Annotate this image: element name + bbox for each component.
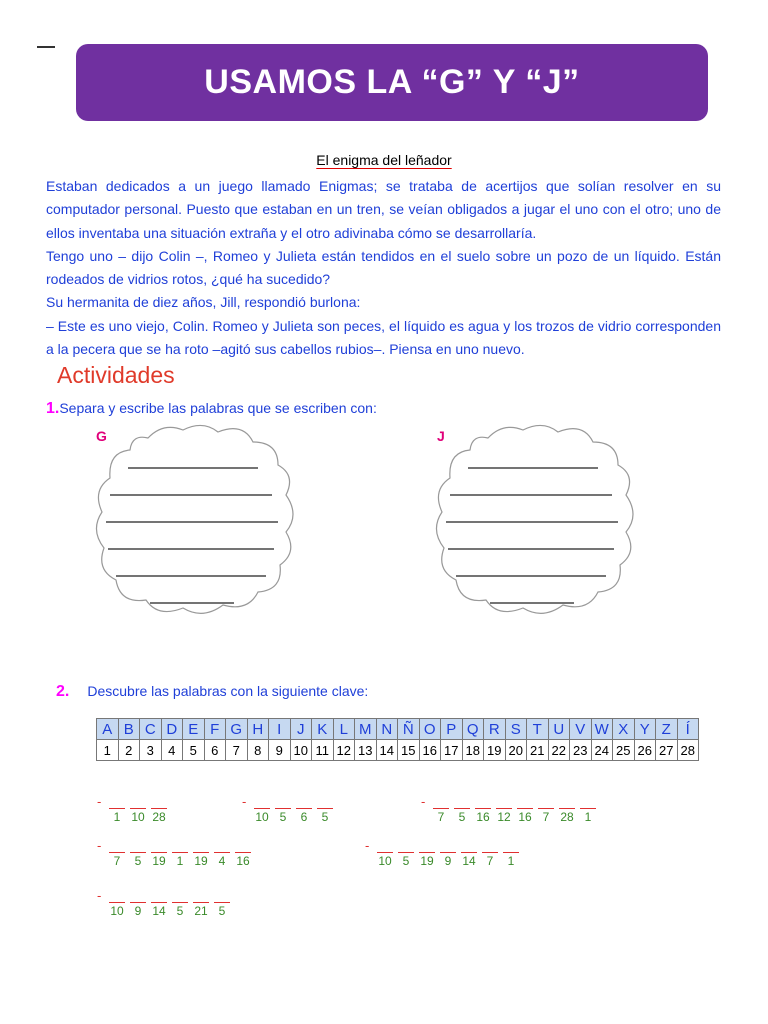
title-banner <box>76 44 708 121</box>
letter-blank[interactable] <box>398 838 414 853</box>
letter-blank[interactable] <box>377 838 393 853</box>
key-number-cell: 11 <box>312 740 334 761</box>
key-letter-cell: F <box>204 719 226 740</box>
activities-heading: Actividades <box>57 362 175 388</box>
corner-dash <box>37 46 55 48</box>
code-number: 9 <box>134 904 142 918</box>
code-number: 14 <box>152 904 166 918</box>
code-number: 12 <box>497 810 511 824</box>
key-number-cell: 27 <box>656 740 678 761</box>
key-number-cell: 28 <box>677 740 699 761</box>
code-number: 5 <box>402 854 410 868</box>
key-number-cell: 2 <box>118 740 140 761</box>
story-paragraph: Tengo uno – dijo Colin –, Romeo y Julieta están tendidos en el suelo sobre un pozo de un líquido. Están rodeados de vidrios rotos, ¿qué ha sucedido? <box>46 247 721 288</box>
cipher-key-table <box>96 718 699 761</box>
letter-blank[interactable] <box>433 794 449 809</box>
key-number-cell: 3 <box>140 740 162 761</box>
letter-blank[interactable] <box>193 838 209 853</box>
code-number: 7 <box>542 810 550 824</box>
writing-cloud-j <box>428 420 638 620</box>
code-number: 5 <box>279 810 287 824</box>
letter-blank[interactable] <box>151 838 167 853</box>
letter-blank[interactable] <box>130 794 146 809</box>
letter-blank[interactable] <box>130 888 146 903</box>
letter-blank[interactable] <box>275 794 291 809</box>
code-numbers <box>254 810 338 824</box>
code-number: 19 <box>194 854 208 868</box>
question-1 <box>46 400 377 418</box>
letter-blank[interactable] <box>482 838 498 853</box>
code-number: 16 <box>518 810 532 824</box>
key-letter-cell: Q <box>462 719 484 740</box>
letter-blank[interactable] <box>193 888 209 903</box>
word-dash: - <box>97 794 102 809</box>
key-letter-cell: E <box>183 719 205 740</box>
code-number: 7 <box>113 854 121 868</box>
code-number: 1 <box>584 810 592 824</box>
code-numbers <box>109 854 256 868</box>
letter-blank[interactable] <box>496 794 512 809</box>
letter-blank[interactable] <box>475 794 491 809</box>
letter-blank[interactable] <box>517 794 533 809</box>
letter-blank[interactable] <box>559 794 575 809</box>
story-paragraph: Estaban dedicados a un juego llamado Enigmas; se trataba de acertijos que solían resolver en su computador personal. Puesto que estaban en un tren, se veían obligados a jugar el uno con el otro; uno de ellos inventaba una situación extraña y el otro adivinaba cómo se desarrollaría. <box>46 178 721 241</box>
code-number: 1 <box>176 854 184 868</box>
letter-blank[interactable] <box>109 794 125 809</box>
letter-blank[interactable] <box>317 794 333 809</box>
key-letter-cell: W <box>591 719 613 740</box>
letter-blanks <box>377 838 524 853</box>
code-number: 10 <box>110 904 124 918</box>
code-numbers <box>109 810 172 824</box>
code-number: 10 <box>378 854 392 868</box>
question-1-text: Separa y escribe las palabras que se escriben con: <box>59 400 377 416</box>
letter-blanks <box>254 794 338 809</box>
letter-j-label: J <box>437 428 445 444</box>
letter-blank[interactable] <box>296 794 312 809</box>
letter-blank[interactable] <box>454 794 470 809</box>
question-1-number: 1. <box>46 400 60 417</box>
key-number-cell: 20 <box>505 740 527 761</box>
key-letter-cell: P <box>441 719 463 740</box>
key-letter-cell: J <box>290 719 312 740</box>
letter-blanks <box>109 838 256 853</box>
key-letter-cell: K <box>312 719 334 740</box>
code-number: 5 <box>134 854 142 868</box>
code-number: 7 <box>437 810 445 824</box>
code-numbers <box>109 904 235 918</box>
key-letter-cell: B <box>118 719 140 740</box>
letter-blanks <box>433 794 601 809</box>
key-number-cell: 7 <box>226 740 248 761</box>
key-letter-cell: N <box>376 719 398 740</box>
code-number: 14 <box>462 854 476 868</box>
story-text <box>46 175 721 361</box>
question-2-number: 2. <box>56 683 70 700</box>
letter-blank[interactable] <box>172 888 188 903</box>
letter-blanks <box>109 794 172 809</box>
writing-cloud-g <box>88 420 298 620</box>
key-letter-cell: Í <box>677 719 699 740</box>
code-number: 19 <box>152 854 166 868</box>
story-paragraph: – Este es uno viejo, Colin. Romeo y Julieta son peces, el líquido es agua y los trozos de vidrio corresponden a la pecera que se ha roto –agitó sus cabellos rubios–. Piensa en uno nuevo. <box>46 317 721 358</box>
key-letter-cell: A <box>97 719 119 740</box>
word-dash: - <box>421 794 426 809</box>
key-letter-cell: G <box>226 719 248 740</box>
key-letter-cell: S <box>505 719 527 740</box>
code-number: 16 <box>236 854 250 868</box>
letter-blank[interactable] <box>580 794 596 809</box>
key-letter-cell: M <box>355 719 377 740</box>
key-number-cell: 8 <box>247 740 269 761</box>
code-number: 5 <box>176 904 184 918</box>
key-number-cell: 16 <box>419 740 441 761</box>
letter-blank[interactable] <box>172 838 188 853</box>
key-number-cell: 13 <box>355 740 377 761</box>
key-number-cell: 18 <box>462 740 484 761</box>
code-number: 7 <box>486 854 494 868</box>
word-dash: - <box>97 838 102 853</box>
letter-blank[interactable] <box>151 888 167 903</box>
letter-blank[interactable] <box>538 794 554 809</box>
key-number-cell: 21 <box>527 740 549 761</box>
key-number-cell: 24 <box>591 740 613 761</box>
code-number: 19 <box>420 854 434 868</box>
letter-blank[interactable] <box>109 838 125 853</box>
code-number: 16 <box>476 810 490 824</box>
key-number-cell: 6 <box>204 740 226 761</box>
page-title: USAMOS LA “G” Y “J” <box>204 63 580 101</box>
code-number: 10 <box>255 810 269 824</box>
key-number-cell: 9 <box>269 740 291 761</box>
key-number-cell: 14 <box>376 740 398 761</box>
key-letter-cell: D <box>161 719 183 740</box>
key-number-cell: 25 <box>613 740 635 761</box>
letter-blank[interactable] <box>109 888 125 903</box>
key-letter-cell: Y <box>634 719 656 740</box>
code-number: 5 <box>458 810 466 824</box>
key-letter-cell: H <box>247 719 269 740</box>
code-number: 5 <box>321 810 329 824</box>
story-title-text: El enigma del leñador <box>316 152 452 168</box>
key-number-cell: 19 <box>484 740 506 761</box>
code-numbers <box>433 810 601 824</box>
letter-blank[interactable] <box>214 838 230 853</box>
code-number: 10 <box>131 810 145 824</box>
code-number: 21 <box>194 904 208 918</box>
key-letter-cell: U <box>548 719 570 740</box>
key-letter-cell: L <box>333 719 355 740</box>
code-number: 1 <box>113 810 121 824</box>
question-2 <box>56 683 368 701</box>
letter-blank[interactable] <box>503 838 519 853</box>
word-dash: - <box>365 838 370 853</box>
letter-blanks <box>109 888 235 903</box>
key-number-cell: 10 <box>290 740 312 761</box>
key-number-cell: 23 <box>570 740 592 761</box>
letter-blank[interactable] <box>440 838 456 853</box>
letter-blank[interactable] <box>254 794 270 809</box>
key-letter-cell: Z <box>656 719 678 740</box>
word-dash: - <box>97 888 102 903</box>
code-numbers <box>377 854 524 868</box>
code-number: 1 <box>507 854 515 868</box>
key-letter-cell: Ñ <box>398 719 420 740</box>
code-number: 5 <box>218 904 226 918</box>
letter-blank[interactable] <box>235 838 251 853</box>
story-title <box>0 152 768 168</box>
code-number: 28 <box>152 810 166 824</box>
key-letters-row <box>97 719 699 740</box>
key-number-cell: 15 <box>398 740 420 761</box>
key-letter-cell: R <box>484 719 506 740</box>
key-numbers-row <box>97 740 699 761</box>
key-number-cell: 4 <box>161 740 183 761</box>
key-number-cell: 17 <box>441 740 463 761</box>
key-letter-cell: O <box>419 719 441 740</box>
key-number-cell: 5 <box>183 740 205 761</box>
key-letter-cell: X <box>613 719 635 740</box>
key-number-cell: 12 <box>333 740 355 761</box>
code-number: 4 <box>218 854 226 868</box>
key-number-cell: 1 <box>97 740 119 761</box>
letter-blank[interactable] <box>461 838 477 853</box>
letter-blank[interactable] <box>130 838 146 853</box>
key-number-cell: 22 <box>548 740 570 761</box>
code-number: 9 <box>444 854 452 868</box>
question-2-text: Descubre las palabras con la siguiente clave: <box>87 683 369 699</box>
code-number: 28 <box>560 810 574 824</box>
story-paragraph: Su hermanita de diez años, Jill, respondió burlona: <box>46 294 361 311</box>
letter-g-label: G <box>96 428 107 444</box>
key-letter-cell: I <box>269 719 291 740</box>
key-letter-cell: T <box>527 719 549 740</box>
letter-blank[interactable] <box>419 838 435 853</box>
key-letter-cell: C <box>140 719 162 740</box>
word-dash: - <box>242 794 247 809</box>
letter-blank[interactable] <box>151 794 167 809</box>
letter-blank[interactable] <box>214 888 230 903</box>
code-number: 6 <box>300 810 308 824</box>
key-letter-cell: V <box>570 719 592 740</box>
key-number-cell: 26 <box>634 740 656 761</box>
